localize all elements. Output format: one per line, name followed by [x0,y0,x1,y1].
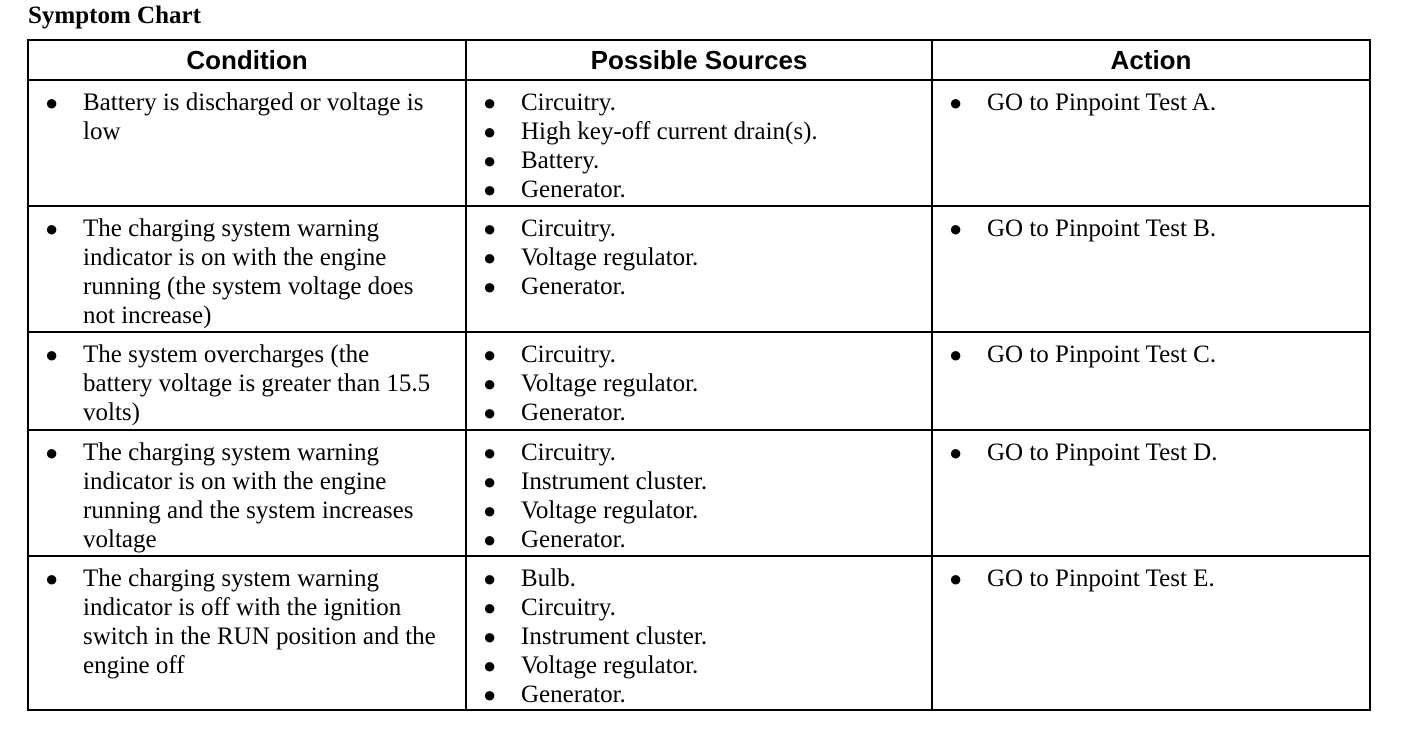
condition-cell [28,556,466,710]
list-item [943,438,1361,467]
source-text: Voltage regulator. [521,497,699,524]
bullet-icon: ● [483,682,497,707]
table-row [28,430,1370,556]
condition-cell [28,80,466,206]
list-item [477,438,923,467]
list-item [477,564,923,593]
source-text: Instrument cluster. [521,623,708,650]
bullet-icon: ● [949,566,963,591]
action-text: GO to Pinpoint Test D. [987,439,1218,466]
sources-cell [466,332,932,430]
source-text: Voltage regulator. [521,652,699,679]
bullet-icon: ● [483,274,497,299]
source-text: Voltage regulator. [521,244,699,271]
condition-header: Condition [28,40,466,80]
list-item [477,243,923,272]
list-item [943,340,1361,369]
bullet-icon: ● [483,119,497,144]
list-item [477,340,923,369]
action-header: Action [932,40,1370,80]
sources-cell [466,80,932,206]
action-text: GO to Pinpoint Test A. [987,89,1217,116]
source-text: Circuitry. [521,89,616,116]
bullet-icon: ● [483,400,497,425]
bullet-icon: ● [45,440,59,465]
list-item [477,88,923,117]
source-text: Generator. [521,399,626,426]
condition-cell [28,430,466,556]
condition-cell [28,332,466,430]
bullet-icon: ● [949,440,963,465]
list-item [477,272,923,301]
list-item [477,175,923,204]
condition-text: The system overcharges (the battery voltage is greater than 15.5 volts) [83,341,431,426]
symptom-table [27,39,1371,711]
sources-cell [466,206,932,332]
bullet-icon: ● [483,440,497,465]
list-item [477,146,923,175]
source-text: Voltage regulator. [521,370,699,397]
source-text: Bulb. [521,565,576,592]
condition-text: Battery is discharged or voltage is low [83,89,424,145]
table-row [28,80,1370,206]
bullet-icon: ● [45,566,59,591]
condition-text: The charging system warning indicator is on with the engine running (the system voltage does not increase) [83,215,414,329]
list-item [943,88,1361,117]
source-text: Circuitry. [521,594,616,621]
list-item [39,88,457,146]
condition-text: The charging system warning indicator is off with the ignition switch in the RUN position and the engine off [83,565,436,679]
source-text: Generator. [521,526,626,553]
list-item [943,564,1361,593]
list-item [477,467,923,496]
table-row [28,206,1370,332]
source-text: Circuitry. [521,341,616,368]
action-cell [932,332,1370,430]
source-text: Instrument cluster. [521,468,708,495]
list-item [477,651,923,680]
list-item [477,117,923,146]
bullet-icon: ● [45,90,59,115]
list-item [39,564,457,680]
source-text: Circuitry. [521,215,616,242]
bullet-icon: ● [483,90,497,115]
bullet-icon: ● [483,245,497,270]
source-text: Generator. [521,273,626,300]
page-title: Symptom Chart [28,2,201,29]
action-text: GO to Pinpoint Test B. [987,215,1217,242]
bullet-icon: ● [483,148,497,173]
possible-sources-header: Possible Sources [466,40,932,80]
bullet-icon: ● [483,653,497,678]
list-item [477,680,923,709]
action-text: GO to Pinpoint Test C. [987,341,1217,368]
bullet-icon: ● [949,216,963,241]
table-row [28,556,1370,710]
source-text: High key-off current drain(s). [521,118,818,145]
bullet-icon: ● [483,498,497,523]
header-row [28,40,1370,80]
list-item [39,214,457,330]
bullet-icon: ● [949,90,963,115]
list-item [477,214,923,243]
sources-cell [466,430,932,556]
bullet-icon: ● [483,371,497,396]
action-cell [932,430,1370,556]
bullet-icon: ● [483,595,497,620]
action-cell [932,206,1370,332]
bullet-icon: ● [483,624,497,649]
table-row [28,332,1370,430]
bullet-icon: ● [483,566,497,591]
action-text: GO to Pinpoint Test E. [987,565,1215,592]
bullet-icon: ● [483,342,497,367]
list-item [477,593,923,622]
source-text: Battery. [521,147,600,174]
list-item [39,438,457,554]
list-item [477,398,923,427]
bullet-icon: ● [483,177,497,202]
bullet-icon: ● [483,469,497,494]
action-cell [932,556,1370,710]
bullet-icon: ● [483,527,497,552]
bullet-icon: ● [949,342,963,367]
list-item [943,214,1361,243]
source-text: Circuitry. [521,439,616,466]
bullet-icon: ● [45,216,59,241]
condition-cell [28,206,466,332]
source-text: Generator. [521,176,626,203]
list-item [477,622,923,651]
list-item [477,525,923,554]
list-item [477,496,923,525]
list-item [477,369,923,398]
source-text: Generator. [521,681,626,708]
sources-cell [466,556,932,710]
condition-text: The charging system warning indicator is on with the engine running and the system increases voltage [83,439,414,553]
action-cell [932,80,1370,206]
bullet-icon: ● [483,216,497,241]
list-item [39,340,457,427]
bullet-icon: ● [45,342,59,367]
